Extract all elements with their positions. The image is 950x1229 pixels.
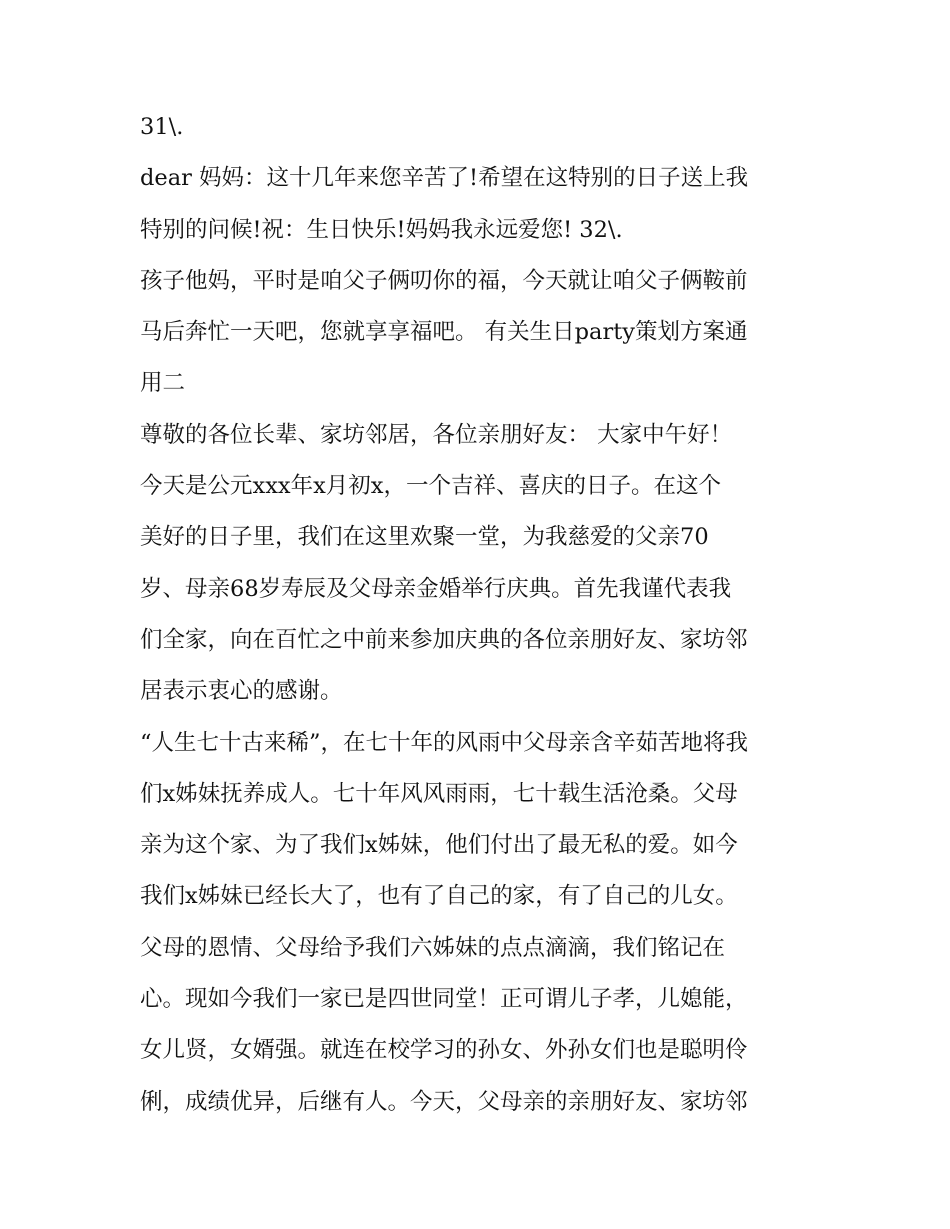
text-line: 孩子他妈，平时是咱父子俩叨你的福，今天就让咱父子俩鞍前 xyxy=(140,267,748,294)
text-line: 今天是公元xxx年x月初x，一个吉祥、喜庆的日子。在这个 xyxy=(140,473,721,500)
text-line: 31\. xyxy=(140,114,184,140)
text-line: 们x姊妹抚养成人。七十年风风雨雨，七十载生活沧桑。父母 xyxy=(140,780,738,807)
text-line: 用二 xyxy=(140,370,186,397)
text-line: 岁、母亲68岁寿辰及父母亲金婚举行庆典。首先我谨代表我 xyxy=(140,575,732,602)
text-line: 亲为这个家、为了我们x姊妹，他们付出了最无私的爱。如今 xyxy=(140,832,738,859)
text-line: 尊敬的各位长辈、家坊邻居，各位亲朋好友： 大家中午好！ xyxy=(140,421,733,448)
text-line: 居表示衷心的感谢。 xyxy=(140,678,343,705)
text-line: 美好的日子里，我们在这里欢聚一堂，为我慈爱的父亲70 xyxy=(140,524,709,551)
text-line: 女儿贤，女婿强。就连在校学习的孙女、外孙女们也是聪明伶 xyxy=(140,1037,748,1064)
text-line: 父母的恩情、父母给予我们六姊妹的点点滴滴，我们铭记在 xyxy=(140,934,726,961)
text-line: 马后奔忙一天吧，您就享享福吧。 有关生日party策划方案通 xyxy=(140,319,748,346)
document-body xyxy=(140,107,830,1133)
text-line: 俐，成绩优异，后继有人。今天，父母亲的亲朋好友、家坊邻 xyxy=(140,1088,748,1115)
text-line: 特别的问候!祝：生日快乐!妈妈我永远爱您! 32\. xyxy=(140,216,623,243)
text-line: 们全家，向在百忙之中前来参加庆典的各位亲朋好友、家坊邻 xyxy=(140,626,748,653)
text-line: 我们x姊妹已经长大了，也有了自己的家，有了自己的儿女。 xyxy=(140,883,738,910)
text-line: dear 妈妈：这十几年来您辛苦了!希望在这特别的日子送上我 xyxy=(140,165,749,192)
text-line: “人生七十古来稀”，在七十年的风雨中父母亲含辛茹苦地将我 xyxy=(140,729,749,756)
text-line: 心。现如今我们一家已是四世同堂！正可谓儿子孝，儿媳能， xyxy=(140,986,748,1013)
